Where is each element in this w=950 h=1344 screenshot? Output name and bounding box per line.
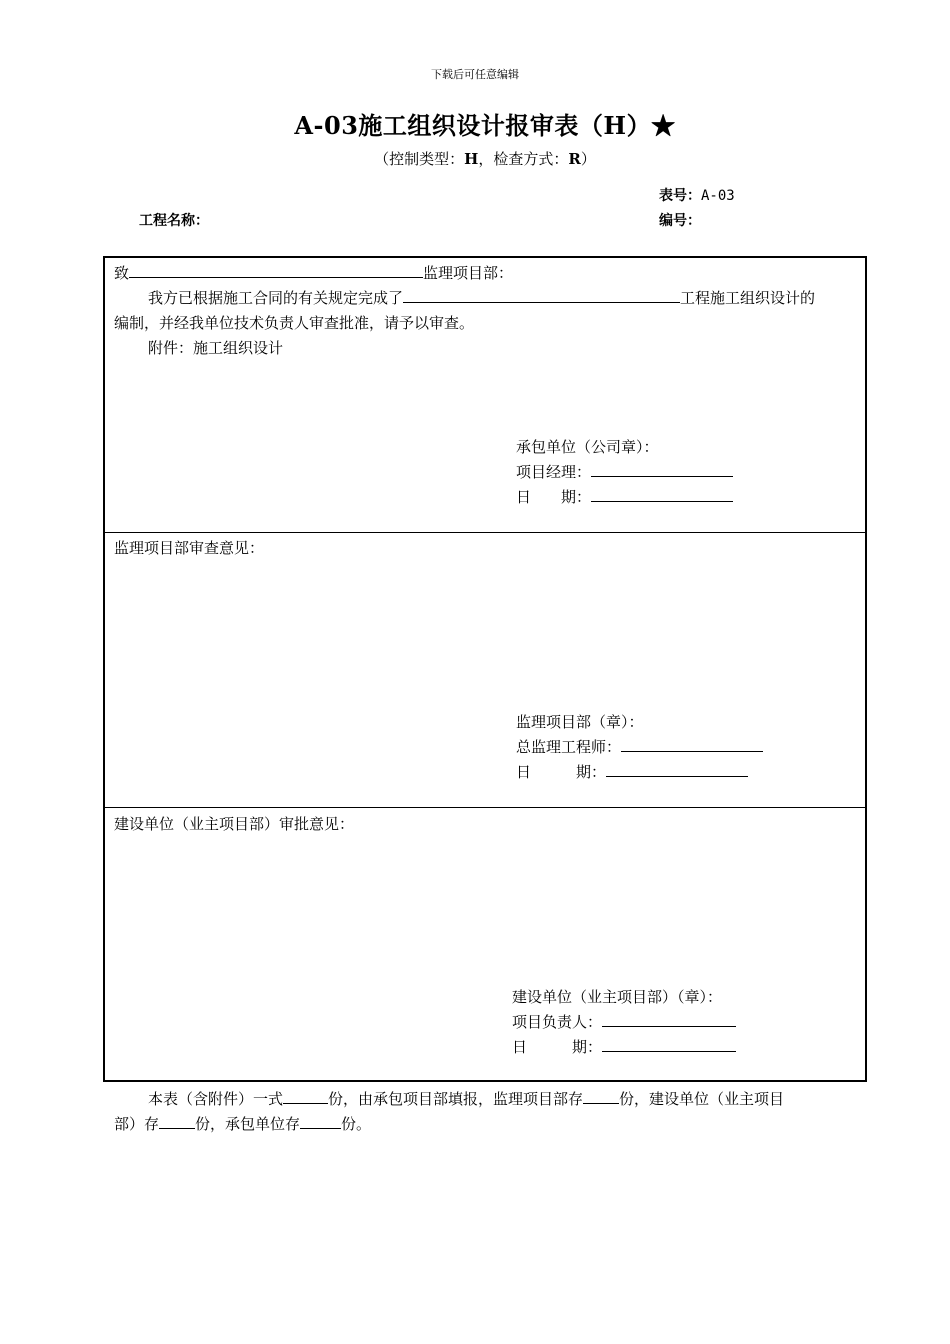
owner-copies-field[interactable] bbox=[159, 1113, 195, 1129]
chief-engineer-label: 总监理工程师： bbox=[516, 738, 622, 756]
contractor-seal-label: 承包单位（公司章）： bbox=[516, 438, 659, 456]
date-label-3: 日 期： bbox=[512, 1038, 603, 1056]
manager-line bbox=[516, 461, 733, 482]
control-type: H bbox=[464, 150, 479, 168]
serial-number-label: 编号： bbox=[659, 213, 701, 229]
date-line-3 bbox=[512, 1036, 736, 1057]
copies-text-4: 部）存 bbox=[114, 1115, 160, 1133]
header-note: 下载后可任意编辑 bbox=[431, 68, 519, 81]
completion-line bbox=[148, 287, 815, 308]
date-field-3[interactable] bbox=[602, 1036, 736, 1052]
date-label-1: 日 期： bbox=[516, 488, 592, 506]
total-copies-field[interactable] bbox=[283, 1088, 328, 1104]
copies-text-1: 本表（含附件）一式 bbox=[148, 1090, 284, 1108]
attachment-text: 附件：施工组织设计 bbox=[148, 339, 284, 357]
date-field-1[interactable] bbox=[591, 486, 733, 502]
contractor-copies-field[interactable] bbox=[300, 1113, 341, 1129]
form-table bbox=[103, 256, 867, 1082]
completion-prefix: 我方已根据施工合同的有关规定完成了 bbox=[148, 289, 404, 307]
subtitle-suffix: ） bbox=[580, 150, 596, 168]
project-field[interactable] bbox=[403, 287, 680, 303]
form-number bbox=[659, 185, 735, 205]
date-field-2[interactable] bbox=[606, 761, 748, 777]
addressee-suffix: 监理项目部： bbox=[423, 264, 514, 282]
date-line-2 bbox=[516, 761, 748, 782]
project-name-label: 工程名称： bbox=[139, 213, 209, 229]
manager-label: 项目经理： bbox=[516, 463, 592, 481]
owner-opinion-heading: 建设单位（业主项目部）审批意见： bbox=[114, 815, 355, 833]
project-leader-line bbox=[512, 1011, 736, 1032]
supervision-opinion-heading: 监理项目部审查意见： bbox=[114, 539, 265, 557]
addressee-field[interactable] bbox=[129, 262, 423, 278]
date-label-2: 日 期： bbox=[516, 763, 607, 781]
completion-suffix: 工程施工组织设计的 bbox=[680, 289, 816, 307]
supervision-copies-field[interactable] bbox=[583, 1088, 619, 1104]
page-title: A-03施工组织设计报审表（H）★ bbox=[294, 111, 676, 140]
copies-note-line-1 bbox=[148, 1088, 784, 1109]
subtitle-mid: ，检查方式： bbox=[478, 150, 569, 168]
subtitle-prefix: （控制类型： bbox=[374, 150, 465, 168]
request-text: 编制，并经我单位技术负责人审查批准，请予以审查。 bbox=[114, 314, 475, 332]
copies-text-3: 份，建设单位（业主项目 bbox=[619, 1090, 785, 1108]
copies-text-2: 份，由承包项目部填报，监理项目部存 bbox=[328, 1090, 584, 1108]
chief-engineer-line bbox=[516, 736, 763, 757]
manager-field[interactable] bbox=[591, 461, 733, 477]
copies-note-line-2 bbox=[114, 1113, 371, 1134]
copies-text-6: 份。 bbox=[341, 1115, 372, 1133]
copies-text-5: 份，承包单位存 bbox=[195, 1115, 301, 1133]
project-leader-field[interactable] bbox=[602, 1011, 736, 1027]
page-subtitle bbox=[0, 148, 950, 169]
form-number-label: 表号： bbox=[659, 188, 701, 204]
project-leader-label: 项目负责人： bbox=[512, 1013, 603, 1031]
supervision-seal-label: 监理项目部（章）： bbox=[516, 713, 644, 731]
owner-seal-label: 建设单位（业主项目部）（章）： bbox=[512, 988, 723, 1006]
check-method: R bbox=[568, 150, 581, 168]
form-number-value: A-03 bbox=[701, 188, 735, 204]
addressee-prefix: 致 bbox=[114, 264, 130, 282]
date-line-1 bbox=[516, 486, 733, 507]
section-divider-2 bbox=[103, 807, 867, 808]
section-divider-1 bbox=[103, 532, 867, 533]
addressee-line bbox=[114, 262, 513, 283]
chief-engineer-field[interactable] bbox=[621, 736, 763, 752]
